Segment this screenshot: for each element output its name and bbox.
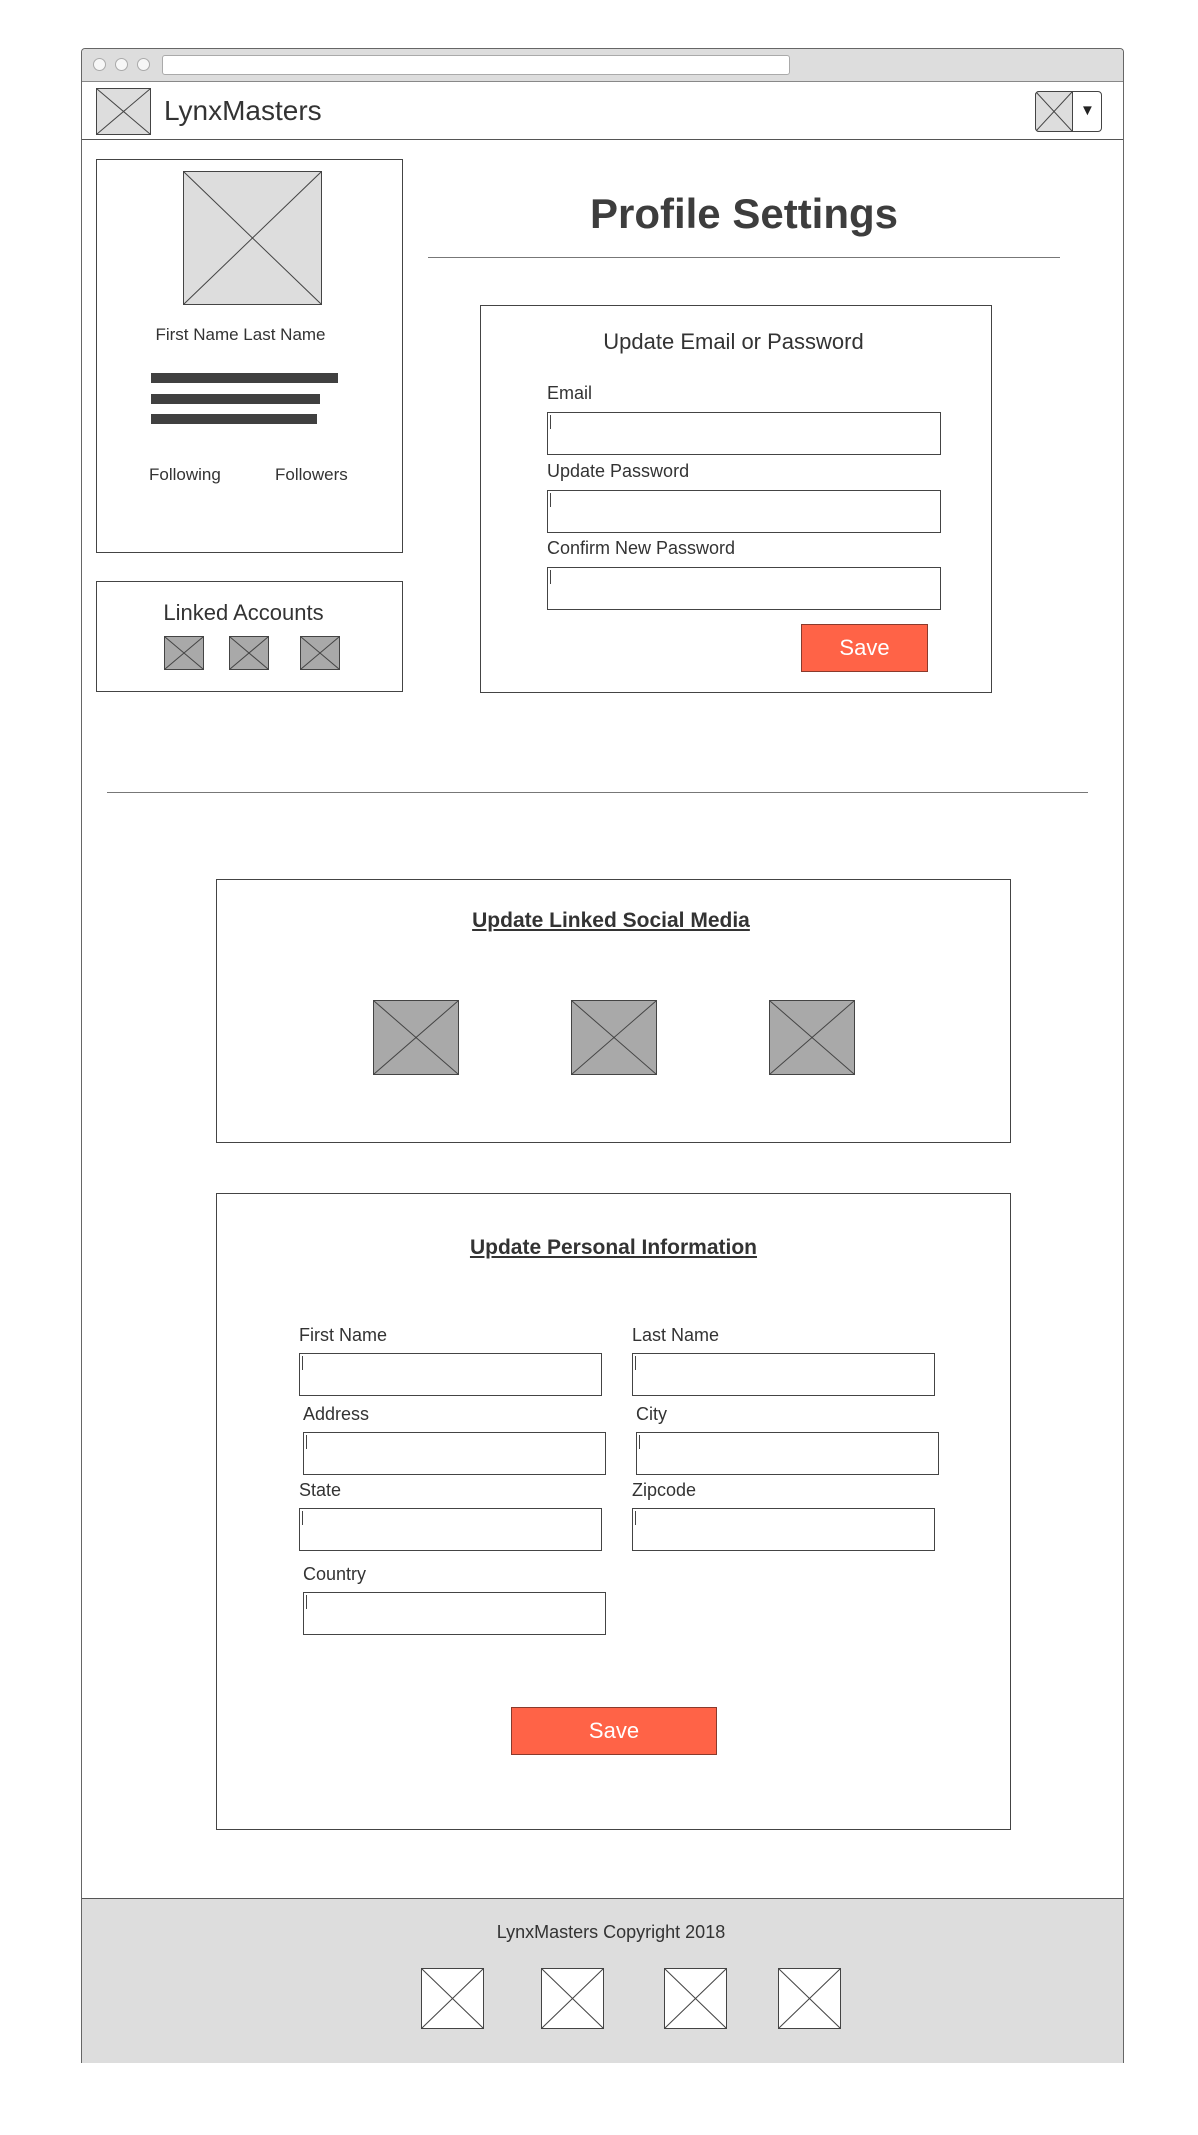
linked-account-icon[interactable] xyxy=(300,636,340,670)
social-media-title: Update Linked Social Media xyxy=(472,909,750,932)
state-input[interactable] xyxy=(299,1508,602,1551)
copyright-text: LynxMasters Copyright 2018 xyxy=(496,1922,726,1942)
save-email-password-button[interactable]: Save xyxy=(801,624,928,672)
logo-icon[interactable] xyxy=(96,88,151,135)
chevron-down-icon[interactable]: ▼ xyxy=(1080,102,1095,119)
user-menu[interactable] xyxy=(1035,91,1102,132)
save-personal-info-button[interactable]: Save xyxy=(511,1707,717,1755)
followers-link[interactable]: Followers xyxy=(275,465,348,484)
email-input[interactable] xyxy=(547,412,941,455)
confirm-password-label: Confirm New Password xyxy=(547,538,736,558)
footer-icon[interactable] xyxy=(421,1968,484,2029)
first-name-input[interactable] xyxy=(299,1353,602,1396)
city-input[interactable] xyxy=(636,1432,939,1475)
address-label: Address xyxy=(303,1404,370,1424)
app-name: LynxMasters xyxy=(164,95,322,126)
profile-name: First Name Last Name xyxy=(155,325,326,344)
window-maximize-button[interactable] xyxy=(137,58,150,71)
section-divider xyxy=(107,792,1088,793)
email-password-title: Update Email or Password xyxy=(603,329,864,354)
first-name-label: First Name xyxy=(299,1325,388,1345)
title-divider xyxy=(428,257,1060,258)
zipcode-label: Zipcode xyxy=(632,1480,697,1500)
user-avatar-icon xyxy=(1035,91,1073,132)
personal-info-title: Update Personal Information xyxy=(469,1236,758,1259)
following-link[interactable]: Following xyxy=(149,465,221,484)
footer-icon[interactable] xyxy=(778,1968,841,2029)
social-media-icon[interactable] xyxy=(571,1000,657,1075)
linked-account-icon[interactable] xyxy=(229,636,269,670)
linked-accounts-title: Linked Accounts xyxy=(163,600,324,625)
confirm-password-input[interactable] xyxy=(547,567,941,610)
page-title: Profile Settings xyxy=(589,190,899,237)
last-name-label: Last Name xyxy=(632,1325,720,1345)
city-label: City xyxy=(636,1404,667,1424)
email-label: Email xyxy=(547,383,593,403)
country-label: Country xyxy=(303,1564,367,1584)
state-label: State xyxy=(299,1480,342,1500)
last-name-input[interactable] xyxy=(632,1353,935,1396)
footer-icon[interactable] xyxy=(664,1968,727,2029)
zipcode-input[interactable] xyxy=(632,1508,935,1551)
window-minimize-button[interactable] xyxy=(115,58,128,71)
bio-line xyxy=(151,414,317,424)
footer-icon[interactable] xyxy=(541,1968,604,2029)
bio-line xyxy=(151,373,338,383)
window-close-button[interactable] xyxy=(93,58,106,71)
update-password-label: Update Password xyxy=(547,461,690,481)
update-password-input[interactable] xyxy=(547,490,941,533)
linked-account-icon[interactable] xyxy=(164,636,204,670)
address-input[interactable] xyxy=(303,1432,606,1475)
social-media-icon[interactable] xyxy=(373,1000,459,1075)
social-media-icon[interactable] xyxy=(769,1000,855,1075)
bio-line xyxy=(151,394,320,404)
profile-avatar-icon xyxy=(183,171,322,305)
address-bar[interactable] xyxy=(162,55,790,75)
country-input[interactable] xyxy=(303,1592,606,1635)
